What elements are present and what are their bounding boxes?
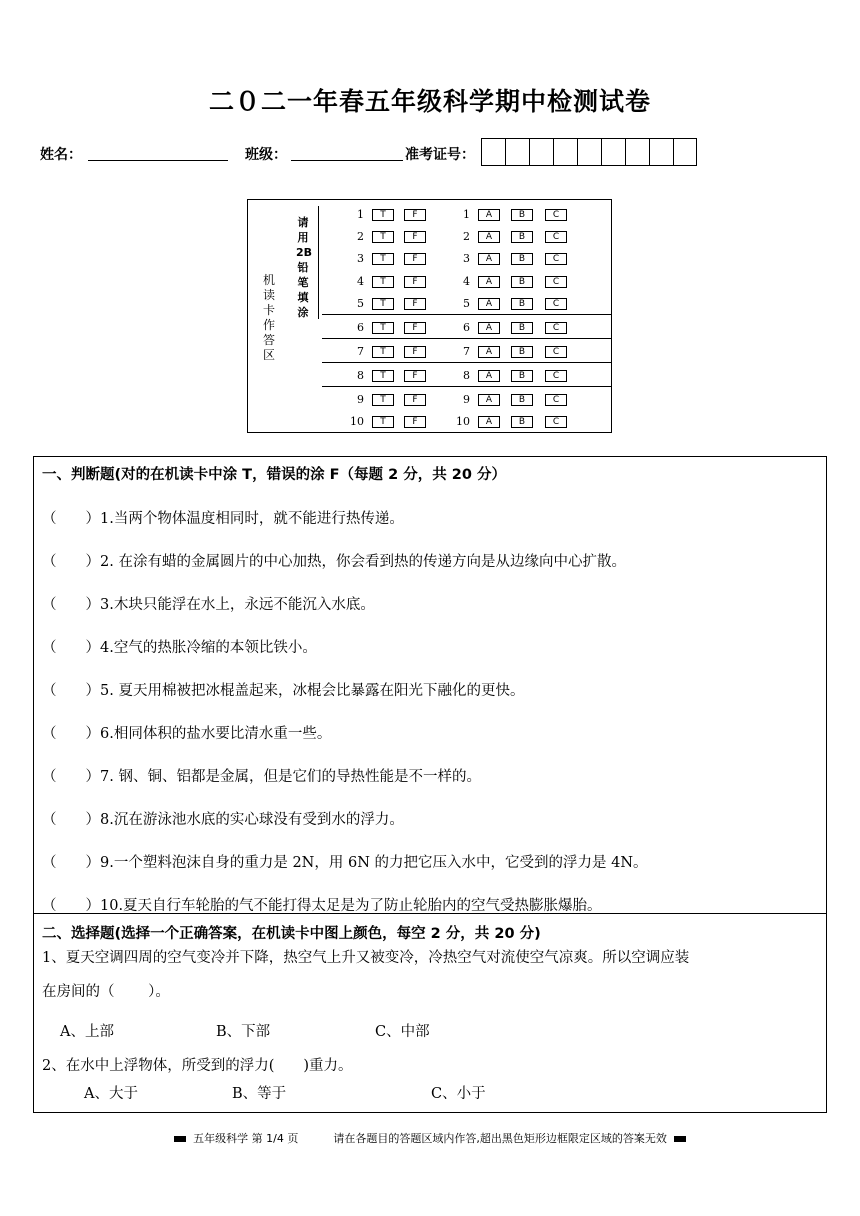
mc-q1-option-b: B、下部 (216, 1024, 271, 1040)
mc-question-number: 3 (463, 252, 470, 265)
exam-number-boxes[interactable] (481, 138, 697, 166)
mc-bubble-a[interactable]: A (478, 253, 500, 265)
mc-bubble-a[interactable]: A (478, 346, 500, 358)
mc-q2-option-b: B、等于 (232, 1086, 287, 1102)
tf-question-number: 9 (357, 393, 364, 406)
mc-bubble-b[interactable]: B (511, 253, 533, 265)
tf-bubble-f[interactable]: F (404, 298, 426, 310)
exam-title: 二０二一年春五年级科学期中检测试卷 (208, 87, 651, 116)
tf-question-number: 7 (357, 345, 364, 358)
mc-q1-option-a: A、上部 (60, 1024, 114, 1040)
tf-question-8: （ ）8.沉在游泳池水底的实心球没有受到水的浮力。 (42, 812, 404, 828)
mc-bubble-b[interactable]: B (511, 231, 533, 243)
mc-bubble-b[interactable]: B (511, 322, 533, 334)
exam-number-digit-box[interactable] (673, 138, 697, 166)
answer-card-row (248, 320, 613, 336)
answer-card-separator (322, 386, 612, 387)
exam-number-label: 准考证号： (405, 147, 475, 163)
footer-notice: 请在各题目的答题区域内作答,超出黑色矩形边框限定区域的答案无效 (333, 1132, 667, 1145)
mc-question-number: 6 (463, 321, 470, 334)
mc-bubble-a[interactable]: A (478, 231, 500, 243)
mc-bubble-c[interactable]: C (545, 394, 567, 406)
mc-bubble-b[interactable]: B (511, 394, 533, 406)
answer-card-note: 请用2B铅笔填涂 (296, 216, 313, 319)
exam-number-digit-box[interactable] (553, 138, 577, 166)
footer-mark-left (174, 1136, 186, 1142)
answer-card (247, 199, 612, 433)
page-footer (0, 1130, 860, 1146)
mc-bubble-b[interactable]: B (511, 298, 533, 310)
mc-bubble-a[interactable]: A (478, 276, 500, 288)
mc-question-number: 1 (463, 208, 470, 221)
answer-card-row (248, 414, 613, 430)
section-multiple-choice (33, 913, 827, 1113)
mc-question-number: 5 (463, 297, 470, 310)
answer-card-row (248, 392, 613, 408)
mc-bubble-c[interactable]: C (545, 253, 567, 265)
tf-question-number: 3 (357, 252, 364, 265)
mc-bubble-c[interactable]: C (545, 322, 567, 334)
answer-card-separator (322, 338, 612, 339)
class-label: 班级： (245, 147, 287, 163)
exam-number-digit-box[interactable] (625, 138, 649, 166)
tf-bubble-t[interactable]: T (372, 394, 394, 406)
tf-bubble-t[interactable]: T (372, 231, 394, 243)
tf-question-number: 2 (357, 230, 364, 243)
tf-bubble-f[interactable]: F (404, 416, 426, 428)
mc-question-number: 9 (463, 393, 470, 406)
footer-page-info: 五年级科学 第 1/4 页 (193, 1132, 299, 1145)
tf-bubble-f[interactable]: F (404, 322, 426, 334)
mc-bubble-c[interactable]: C (545, 276, 567, 288)
mc-question-number: 8 (463, 369, 470, 382)
exam-number-digit-box[interactable] (601, 138, 625, 166)
mc-q1-option-c: C、中部 (375, 1024, 430, 1040)
mc-q2-option-a: A、大于 (84, 1086, 138, 1102)
mc-question-number: 2 (463, 230, 470, 243)
mc-bubble-c[interactable]: C (545, 346, 567, 358)
answer-card-row (248, 207, 613, 223)
tf-question-number: 10 (350, 415, 364, 428)
tf-question-5: （ ）5. 夏天用棉被把冰棍盖起来，冰棍会比暴露在阳光下融化的更快。 (42, 683, 525, 699)
mc-bubble-b[interactable]: B (511, 276, 533, 288)
tf-bubble-t[interactable]: T (372, 322, 394, 334)
tf-question-3: （ ）3.木块只能浮在水上，永远不能沉入水底。 (42, 597, 375, 613)
tf-question-7: （ ）7. 钢、铜、铝都是金属，但是它们的导热性能是不一样的。 (42, 769, 481, 785)
mc-bubble-b[interactable]: B (511, 416, 533, 428)
mc-bubble-a[interactable]: A (478, 322, 500, 334)
mc-question-1-line2: 在房间的（ ）。 (42, 984, 170, 1000)
answer-card-separator (322, 362, 612, 363)
mc-bubble-c[interactable]: C (545, 370, 567, 382)
mc-bubble-c[interactable]: C (545, 416, 567, 428)
tf-question-2: （ ）2. 在涂有蜡的金属圆片的中心加热，你会看到热的传递方向是从边缘向中心扩散。 (42, 554, 626, 570)
tf-question-10: （ ）10.夏天自行车轮胎的气不能打得太足是为了防止轮胎内的空气受热膨胀爆胎。 (42, 898, 602, 914)
tf-bubble-f[interactable]: F (404, 346, 426, 358)
mc-question-number: 10 (456, 415, 470, 428)
mc-bubble-a[interactable]: A (478, 394, 500, 406)
tf-question-number: 5 (357, 297, 364, 310)
mc-question-1-line1: 1、夏天空调四周的空气变冷并下降，热空气上升又被变冷，冷热空气对流使空气凉爽。所以空调应装 (42, 950, 690, 966)
tf-question-4: （ ）4.空气的热胀冷缩的本领比铁小。 (42, 640, 317, 656)
tf-bubble-t[interactable]: T (372, 298, 394, 310)
answer-card-row (248, 229, 613, 245)
answer-card-row (248, 251, 613, 267)
tf-bubble-f[interactable]: F (404, 394, 426, 406)
tf-question-number: 1 (357, 208, 364, 221)
answer-card-row (248, 368, 613, 384)
mc-bubble-a[interactable]: A (478, 370, 500, 382)
tf-question-number: 4 (357, 275, 364, 288)
class-field[interactable] (291, 160, 403, 161)
tf-bubble-t[interactable]: T (372, 346, 394, 358)
tf-bubble-f[interactable]: F (404, 276, 426, 288)
exam-number-digit-box[interactable] (577, 138, 601, 166)
tf-bubble-f[interactable]: F (404, 370, 426, 382)
section-true-false (33, 456, 827, 914)
section2-heading: 二、选择题(选择一个正确答案，在机读卡中图上颜色，每空 2 分，共 20 分) (42, 926, 541, 942)
tf-question-number: 6 (357, 321, 364, 334)
student-info-row (40, 138, 740, 168)
tf-bubble-f[interactable]: F (404, 231, 426, 243)
tf-question-1: （ ）1.当两个物体温度相同时，就不能进行热传递。 (42, 511, 404, 527)
exam-number-digit-box[interactable] (481, 138, 505, 166)
exam-number-digit-box[interactable] (649, 138, 673, 166)
mc-question-number: 7 (463, 345, 470, 358)
mc-bubble-a[interactable]: A (478, 298, 500, 310)
exam-number-digit-box[interactable] (505, 138, 529, 166)
answer-card-row (248, 344, 613, 360)
tf-bubble-f[interactable]: F (404, 253, 426, 265)
mc-bubble-a[interactable]: A (478, 209, 500, 221)
tf-question-number: 8 (357, 369, 364, 382)
tf-bubble-t[interactable]: T (372, 416, 394, 428)
mc-bubble-c[interactable]: C (545, 209, 567, 221)
exam-number-digit-box[interactable] (529, 138, 553, 166)
answer-card-separator (322, 314, 612, 315)
mc-question-number: 4 (463, 275, 470, 288)
name-label: 姓名： (40, 147, 82, 163)
answer-card-row (248, 296, 613, 312)
footer-mark-right (674, 1136, 686, 1142)
tf-bubble-t[interactable]: T (372, 370, 394, 382)
mc-bubble-c[interactable]: C (545, 298, 567, 310)
mc-question-2: 2、在水中上浮物体，所受到的浮力( )重力。 (42, 1058, 353, 1074)
tf-bubble-f[interactable]: F (404, 209, 426, 221)
tf-question-9: （ ）9.一个塑料泡沫自身的重力是 2N，用 6N 的力把它压入水中，它受到的浮力是 4N。 (42, 855, 648, 871)
mc-bubble-c[interactable]: C (545, 231, 567, 243)
mc-bubble-b[interactable]: B (511, 209, 533, 221)
section1-heading: 一、判断题(对的在机读卡中涂 T，错误的涂 F（每题 2 分，共 20 分） (42, 467, 506, 483)
answer-card-row (248, 274, 613, 290)
tf-bubble-t[interactable]: T (372, 276, 394, 288)
mc-q2-option-c: C、小于 (431, 1086, 486, 1102)
name-field[interactable] (88, 160, 228, 161)
tf-bubble-t[interactable]: T (372, 253, 394, 265)
mc-bubble-b[interactable]: B (511, 370, 533, 382)
answer-card-side-label: 机读卡作答区 (262, 273, 275, 362)
mc-bubble-b[interactable]: B (511, 346, 533, 358)
mc-bubble-a[interactable]: A (478, 416, 500, 428)
tf-bubble-t[interactable]: T (372, 209, 394, 221)
tf-question-6: （ ）6.相同体积的盐水要比清水重一些。 (42, 726, 332, 742)
